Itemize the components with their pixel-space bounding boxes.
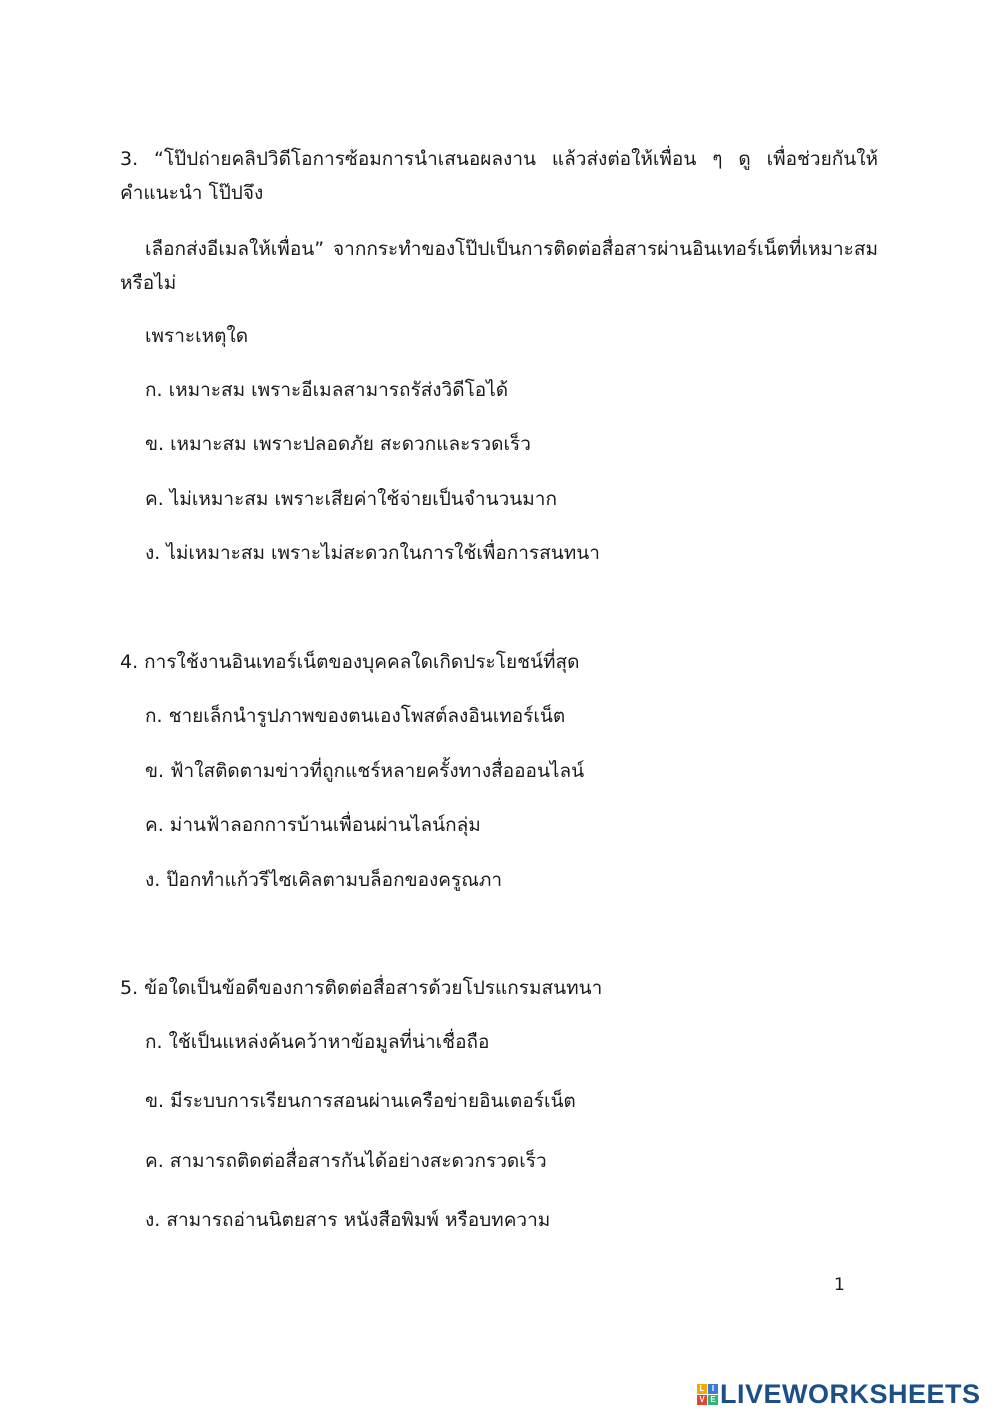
question-3-line-2: คำแนะนำ โป๊ปจึง (120, 182, 264, 204)
brand-letter-e: E (708, 1395, 718, 1405)
question-3-line-5: เพราะเหตุใด (145, 325, 249, 347)
question-3-line-4: หรือไม่ (120, 272, 177, 294)
liveworksheets-logo[interactable] (697, 1378, 981, 1410)
question-4-option-c: ค. ม่านฟ้าลอกการบ้านเพื่อนผ่านไลน์กลุ่ม (145, 814, 481, 836)
brand-letter-l: L (697, 1384, 707, 1394)
question-5-option-d: ง. สามารถอ่านนิตยสาร หนังสือพิมพ์ หรือบทความ (145, 1209, 551, 1231)
brand-letter-v: V (697, 1395, 707, 1405)
question-5-option-a: ก. ใช้เป็นแหล่งค้นคว้าหาข้อมูลที่น่าเชื่อถือ (145, 1031, 490, 1053)
brand-mark-icon (697, 1384, 718, 1405)
question-3-line-3: เลือกส่งอีเมลให้เพื่อน” จากกระทำของโป๊ปเป็นการติดต่อสื่อสารผ่านอินเทอร์เน็ตที่เหมาะสม (145, 238, 878, 260)
page-number: 1 (834, 1275, 845, 1295)
question-3-option-b: ข. เหมาะสม เพราะปลอดภัย สะดวกและรวดเร็ว (145, 433, 531, 455)
question-4-option-b: ข. ฟ้าใสติดตามข่าวที่ถูกแชร์หลายครั้งทางสื่อออนไลน์ (145, 760, 585, 782)
question-3-option-d: ง. ไม่เหมาะสม เพราะไม่สะดวกในการใช้เพื่อการสนทนา (145, 542, 600, 564)
question-3-line-1: 3. “โป๊ปถ่ายคลิปวิดีโอการซ้อมการนำเสนอผลงาน แล้วส่งต่อให้เพื่อน ๆ ดู เพื่อช่วยกันให้ (120, 148, 878, 170)
question-5-option-b: ข. มีระบบการเรียนการสอนผ่านเครือข่ายอินเตอร์เน็ต (145, 1090, 576, 1112)
question-5-option-c: ค. สามารถติดต่อสื่อสารกันได้อย่างสะดวกรวดเร็ว (145, 1150, 547, 1172)
question-3-option-a: ก. เหมาะสม เพราะอีเมลสามารถรัส่งวิดีโอได้ (145, 379, 509, 401)
question-4-option-a: ก. ชายเล็กนำรูปภาพของตนเองโพสต์ลงอินเทอร์เน็ต (145, 705, 566, 727)
brand-name: LIVEWORKSHEETS (720, 1378, 981, 1409)
question-4-line-1: 4. การใช้งานอินเทอร์เน็ตของบุคคลใดเกิดประโยชน์ที่สุด (120, 651, 580, 673)
question-4-option-d: ง. ป๊อกทำแก้วรีไซเคิลตามบล็อกของครูณภา (145, 869, 503, 891)
question-3-option-c: ค. ไม่เหมาะสม เพราะเสียค่าใช้จ่ายเป็นจำนวนมาก (145, 488, 557, 510)
question-5-line-1: 5. ข้อใดเป็นข้อดีของการติดต่อสื่อสารด้วยโปรแกรมสนทนา (120, 977, 603, 999)
brand-letter-i: I (708, 1384, 718, 1394)
